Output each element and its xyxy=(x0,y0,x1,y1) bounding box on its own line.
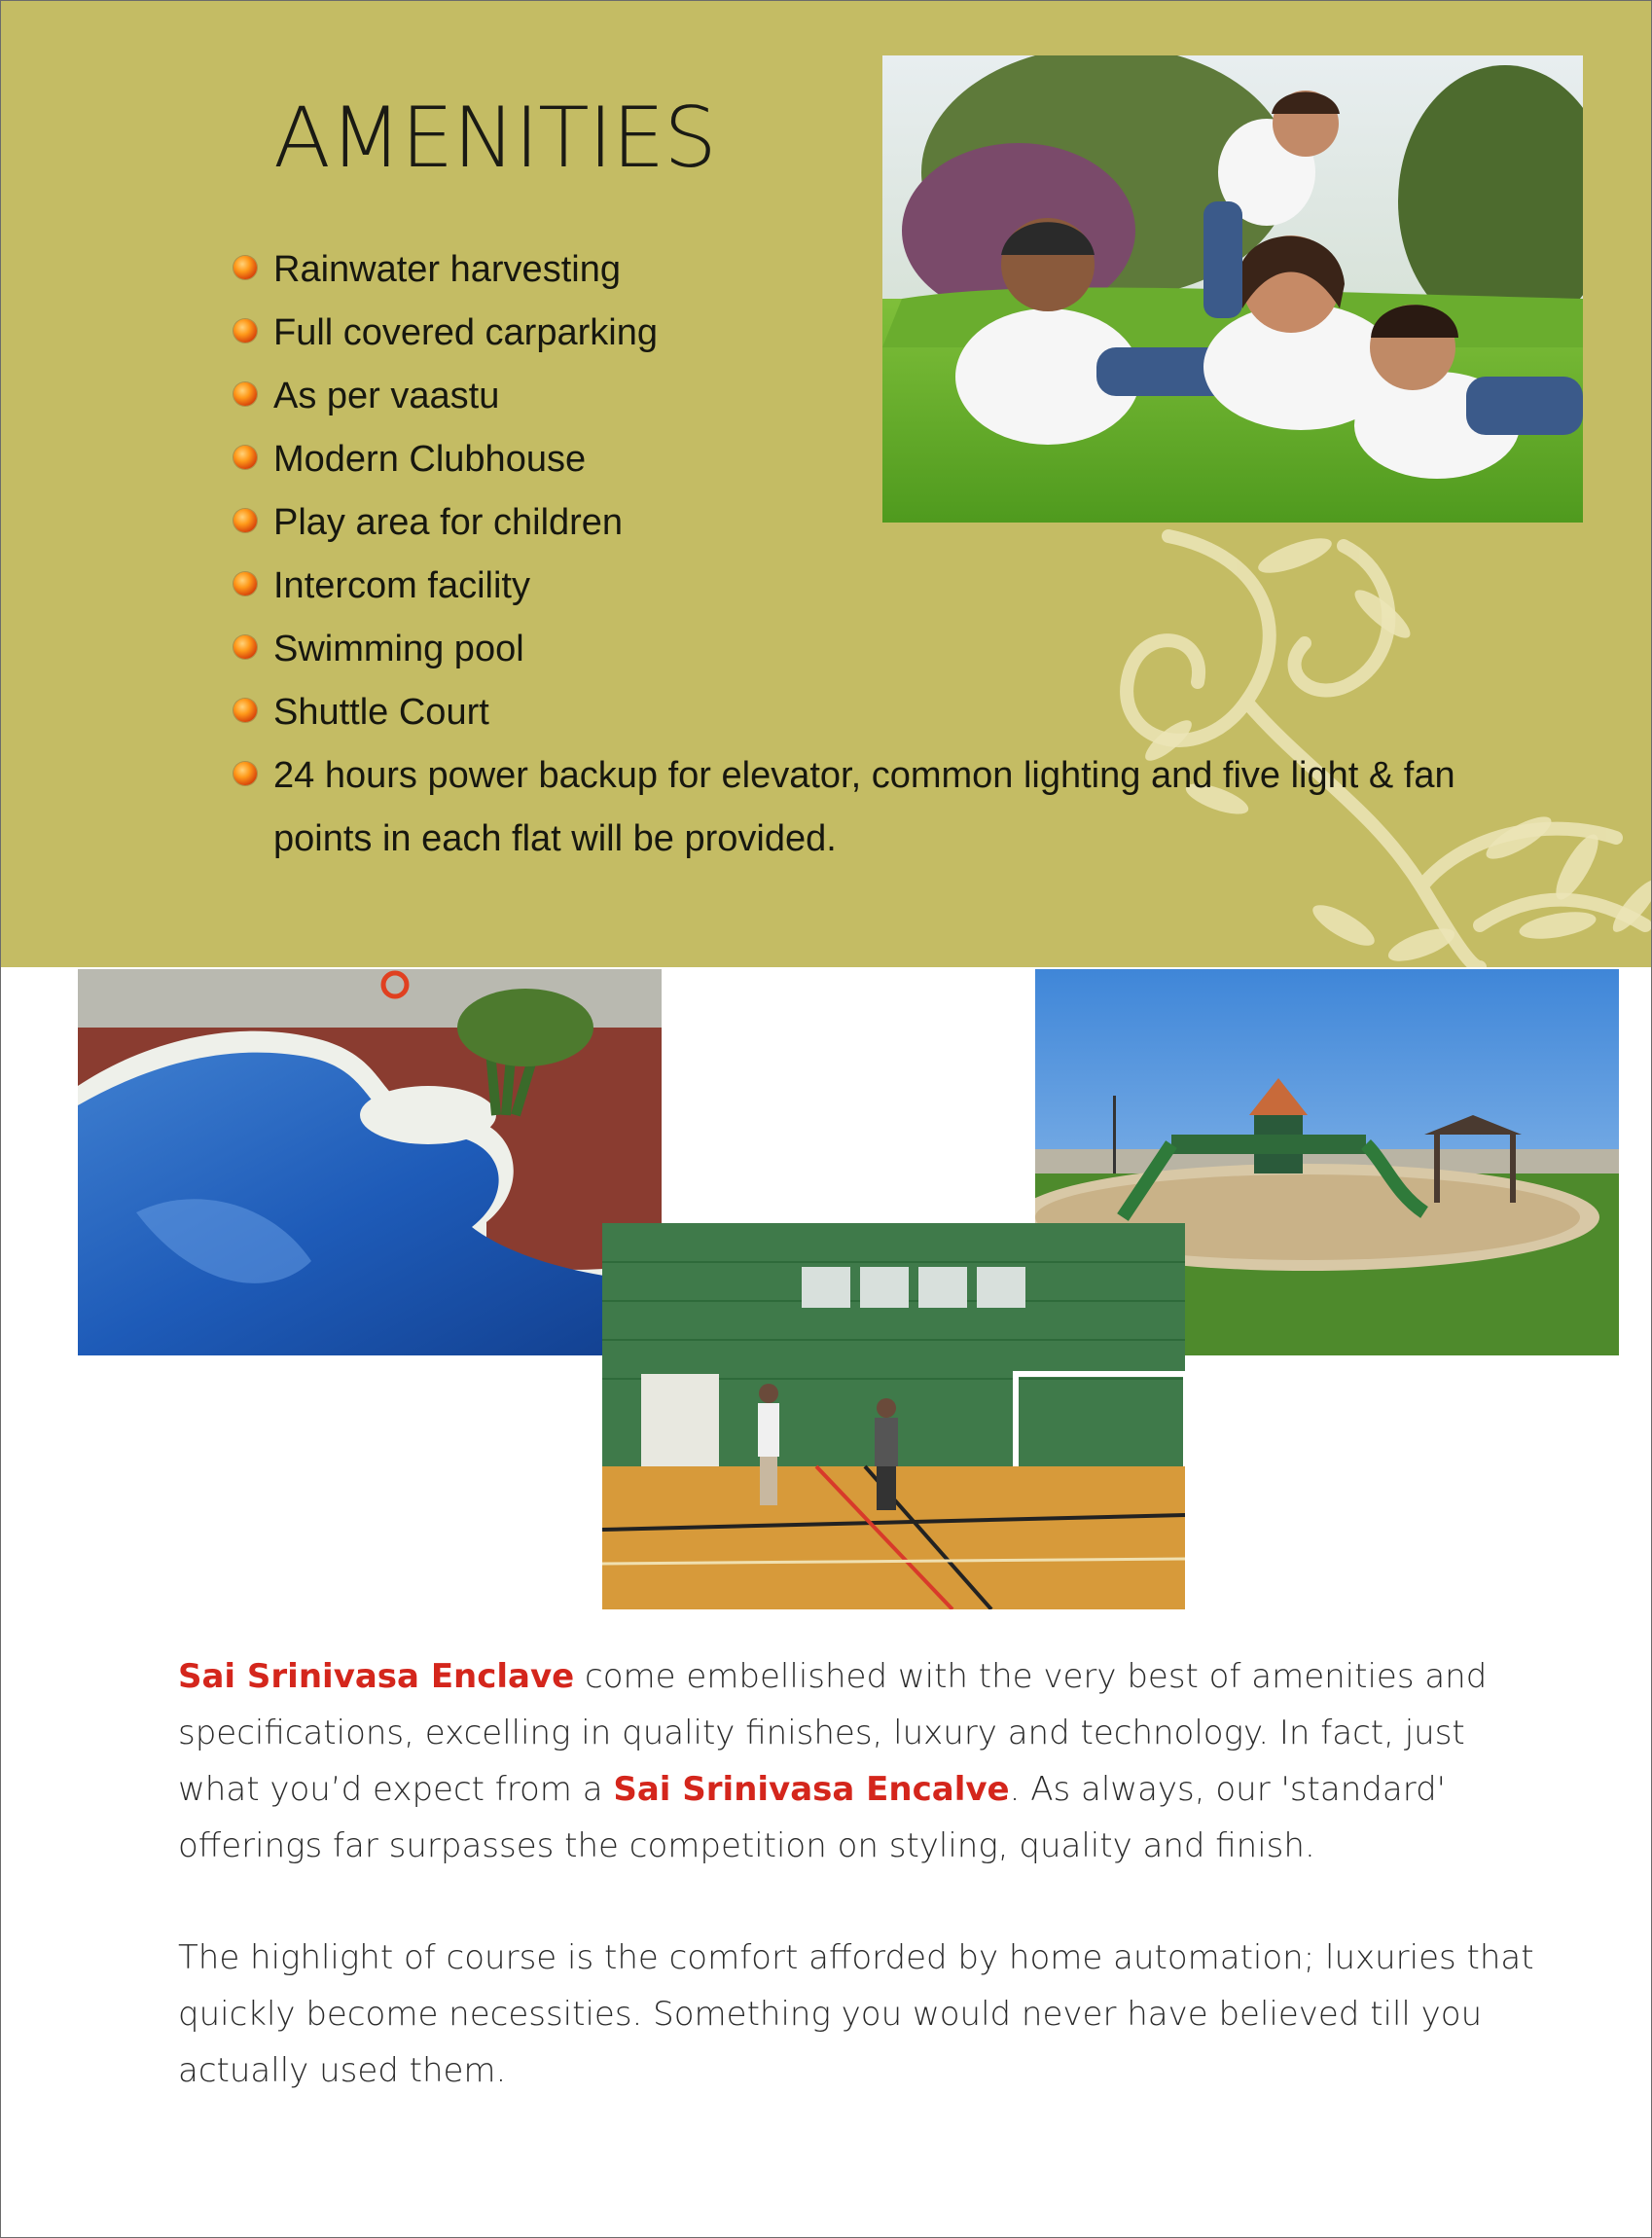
bullet-icon xyxy=(233,762,257,785)
amenity-label: 24 hours power backup for elevator, common lighting and five light & fan points in each flat will be provided. xyxy=(273,755,1455,859)
amenity-label: Swimming pool xyxy=(273,629,524,669)
shuttle-court-photo xyxy=(602,1223,1185,1609)
page-title: AMENITIES xyxy=(273,90,716,187)
amenity-label: As per vaastu xyxy=(273,376,500,416)
bullet-icon xyxy=(233,382,257,406)
bullet-icon xyxy=(233,572,257,596)
highlight-paragraph: The highlight of course is the comfort afforded by home automation; luxuries that quickly become necessities. Something you would never have believed till you actually used them. xyxy=(178,1938,1534,2090)
amenity-label: Rainwater harvesting xyxy=(273,249,621,290)
bullet-icon xyxy=(233,699,257,722)
bullet-icon xyxy=(233,446,257,469)
list-item xyxy=(231,744,1538,871)
paragraph-text: come embellished with the very best of amenities and specifications, excelling in quality finishes, luxury and technology. In fact, just what you’d expect from a xyxy=(178,1657,1488,1809)
intro-paragraph xyxy=(178,1648,1540,1874)
brand-name: Sai Srinivasa Encalve xyxy=(613,1770,1010,1809)
amenity-label: Modern Clubhouse xyxy=(273,439,587,480)
bullet-icon xyxy=(233,319,257,343)
list-item xyxy=(231,618,1515,681)
brand-name: Sai Srinivasa Enclave xyxy=(178,1657,575,1696)
list-item xyxy=(231,681,1515,744)
paragraph-text: . As always, our 'standard' offerings far surpasses the competition on styling, quality and finish. xyxy=(178,1770,1447,1865)
list-item xyxy=(231,555,1515,618)
family-photo xyxy=(882,55,1583,523)
amenity-label: Play area for children xyxy=(273,502,624,543)
swimming-pool-photo xyxy=(78,969,662,1355)
bullet-icon xyxy=(233,256,257,279)
bullet-icon xyxy=(233,635,257,659)
amenity-label: Intercom facility xyxy=(273,565,530,606)
bullet-icon xyxy=(233,509,257,532)
amenity-label: Full covered carparking xyxy=(273,312,658,353)
amenity-label: Shuttle Court xyxy=(273,692,489,733)
